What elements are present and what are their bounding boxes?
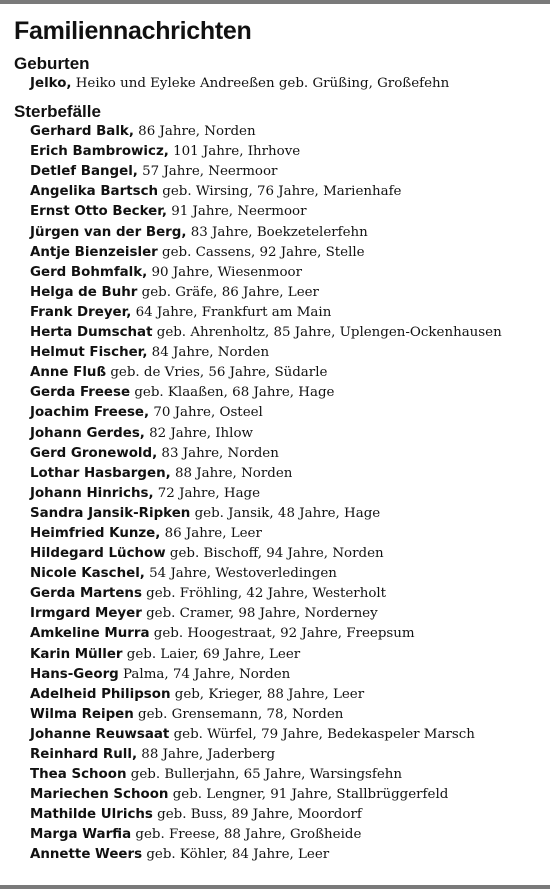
entry-detail: geb. Bischoff, 94 Jahre, Norden [165, 546, 384, 562]
entry-name: Amkeline Murra [30, 626, 150, 642]
bottom-rule [0, 885, 550, 889]
top-rule [0, 0, 550, 4]
entry-name: Johanne Reuwsaat [30, 726, 170, 742]
list-item [30, 142, 544, 162]
entry-detail: 70 Jahre, Osteel [149, 405, 263, 421]
entry-detail: 54 Jahre, Westoverledingen [144, 566, 337, 582]
entry-detail: geb. Buss, 89 Jahre, Moordorf [152, 807, 362, 823]
entry-detail: geb. Fröhling, 42 Jahre, Westerholt [141, 586, 387, 602]
list-item [30, 122, 544, 142]
entry-name: Hildegard Lüchow [30, 546, 166, 562]
list-item [30, 604, 544, 624]
page-title: Familiennachrichten [14, 17, 252, 45]
entry-name: Sandra Jansik-Ripken [30, 505, 191, 521]
entry-name: Adelheid Philipson [30, 686, 171, 702]
list-item [30, 464, 544, 484]
entry-detail: geb. de Vries, 56 Jahre, Südarle [106, 365, 328, 381]
entry-detail: geb. Hoogestraat, 92 Jahre, Freepsum [149, 626, 415, 642]
entry-detail: geb. Ahrenholtz, 85 Jahre, Uplengen-Ockenhausen [152, 325, 502, 341]
list-item [30, 444, 544, 464]
entry-name: Gerd Gronewold, [30, 445, 158, 461]
list-item [30, 74, 544, 94]
entry-name: Helga de Buhr [30, 284, 138, 300]
entry-name: Helmut Fischer, [30, 345, 148, 361]
list-item [30, 162, 544, 182]
entry-detail: geb. Bullerjahn, 65 Jahre, Warsingsfehn [126, 767, 403, 783]
entry-name: Hans-Georg [30, 666, 119, 682]
entry-detail: 91 Jahre, Neermoor [166, 204, 307, 220]
entry-name: Jelko, [30, 76, 72, 91]
list-item [30, 424, 544, 444]
entry-detail: geb. Freese, 88 Jahre, Großheide [131, 827, 362, 843]
entry-name: Thea Schoon [30, 767, 127, 783]
entry-name: Mathilde Ulrichs [30, 807, 153, 823]
entry-detail: geb. Cramer, 98 Jahre, Norderney [141, 606, 378, 622]
list-item [30, 745, 544, 765]
list-item [30, 665, 544, 685]
entry-name: Angelika Bartsch [30, 184, 159, 200]
births-list [14, 74, 544, 94]
entry-name: Reinhard Rull, [30, 747, 138, 762]
entry-detail: 72 Jahre, Hage [153, 485, 261, 501]
list-item [30, 845, 544, 865]
entry-name: Gerda Martens [30, 586, 142, 602]
list-item [30, 383, 544, 403]
entry-detail: geb. Laier, 69 Jahre, Leer [122, 646, 301, 662]
entry-name: Detlef Bangel, [30, 164, 138, 180]
list-item [30, 785, 544, 805]
entry-name: Johann Gerdes, [30, 425, 145, 441]
list-item [30, 283, 544, 303]
list-item [30, 645, 544, 665]
deaths-list [14, 122, 544, 865]
entry-name: Nicole Kaschel, [30, 566, 145, 582]
list-item [30, 223, 544, 243]
list-item [30, 202, 544, 222]
entry-name: Jürgen van der Berg, [30, 224, 187, 240]
entry-name: Frank Dreyer, [30, 304, 132, 320]
entry-name: Mariechen Schoon [30, 787, 169, 803]
list-item [30, 182, 544, 202]
list-item [30, 765, 544, 785]
entry-detail: geb. Wirsing, 76 Jahre, Marienhafe [158, 184, 402, 200]
entry-detail: 82 Jahre, Ihlow [144, 425, 253, 441]
entry-name: Wilma Reipen [30, 706, 134, 722]
entry-name: Gerda Freese [30, 385, 131, 401]
list-item [30, 484, 544, 504]
entry-detail: 101 Jahre, Ihrhove [168, 144, 301, 160]
entry-detail: 84 Jahre, Norden [147, 345, 270, 361]
entry-detail: 64 Jahre, Frankfurt am Main [131, 304, 332, 320]
entry-name: Herta Dumschat [30, 325, 153, 341]
entry-detail: 88 Jahre, Norden [170, 465, 293, 481]
list-item [30, 564, 544, 584]
entry-name: Annette Weers [30, 847, 143, 863]
entry-name: Lothar Hasbargen, [30, 465, 171, 481]
list-item [30, 363, 544, 383]
list-item [30, 584, 544, 604]
list-item [30, 805, 544, 825]
entry-name: Anne Fluß [30, 365, 107, 381]
entry-detail: 90 Jahre, Wiesenmoor [147, 264, 303, 280]
entry-name: Gerhard Balk, [30, 124, 134, 140]
entry-detail: geb. Gräfe, 86 Jahre, Leer [137, 284, 319, 300]
list-item [30, 343, 544, 363]
list-item [30, 323, 544, 343]
entry-name: Antje Bienzeisler [30, 244, 158, 260]
entry-detail: geb. Cassens, 92 Jahre, Stelle [157, 244, 365, 260]
deaths-heading: Sterbefälle [14, 102, 101, 122]
entry-name: Irmgard Meyer [30, 606, 142, 622]
entry-name: Ernst Otto Becker, [30, 204, 167, 220]
entry-name: Karin Müller [30, 646, 123, 662]
entry-detail: geb. Lengner, 91 Jahre, Stallbrüggerfeld [168, 787, 449, 803]
list-item [30, 263, 544, 283]
list-item [30, 504, 544, 524]
list-item [30, 825, 544, 845]
entry-detail: Heiko und Eyleke Andreeßen geb. Grüßing, Großefehn [71, 76, 450, 91]
entry-name: Erich Bambrowicz, [30, 144, 169, 160]
entry-detail: geb. Grensemann, 78, Norden [133, 706, 344, 722]
births-heading: Geburten [14, 54, 90, 73]
entry-detail: geb. Jansik, 48 Jahre, Hage [190, 505, 381, 521]
entry-detail: 86 Jahre, Leer [160, 525, 262, 541]
entry-name: Joachim Freese, [30, 405, 150, 421]
list-item [30, 303, 544, 323]
entry-detail: 57 Jahre, Neermoor [137, 164, 278, 180]
list-item [30, 685, 544, 705]
entry-name: Marga Warfia [30, 827, 132, 843]
entry-detail: geb, Krieger, 88 Jahre, Leer [170, 686, 365, 702]
entry-detail: 83 Jahre, Boekzetelerfehn [186, 224, 368, 240]
entry-detail: 83 Jahre, Norden [157, 445, 279, 461]
entry-name: Gerd Bohmfalk, [30, 264, 148, 280]
entry-detail: Palma, 74 Jahre, Norden [118, 666, 291, 682]
entry-detail: 86 Jahre, Norden [133, 124, 256, 140]
list-item [30, 524, 544, 544]
family-notices [14, 14, 544, 866]
list-item [30, 705, 544, 725]
list-item [30, 624, 544, 644]
list-item [30, 403, 544, 423]
list-item [30, 544, 544, 564]
list-item [30, 243, 544, 263]
list-item [30, 725, 544, 745]
entry-name: Heimfried Kunze, [30, 525, 161, 541]
entry-detail: geb. Klaaßen, 68 Jahre, Hage [130, 385, 335, 401]
entry-detail: 88 Jahre, Jaderberg [137, 747, 276, 762]
entry-detail: geb. Würfel, 79 Jahre, Bedekaspeler Marsch [169, 726, 475, 742]
entry-name: Johann Hinrichs, [30, 485, 154, 501]
entry-detail: geb. Köhler, 84 Jahre, Leer [142, 847, 330, 863]
